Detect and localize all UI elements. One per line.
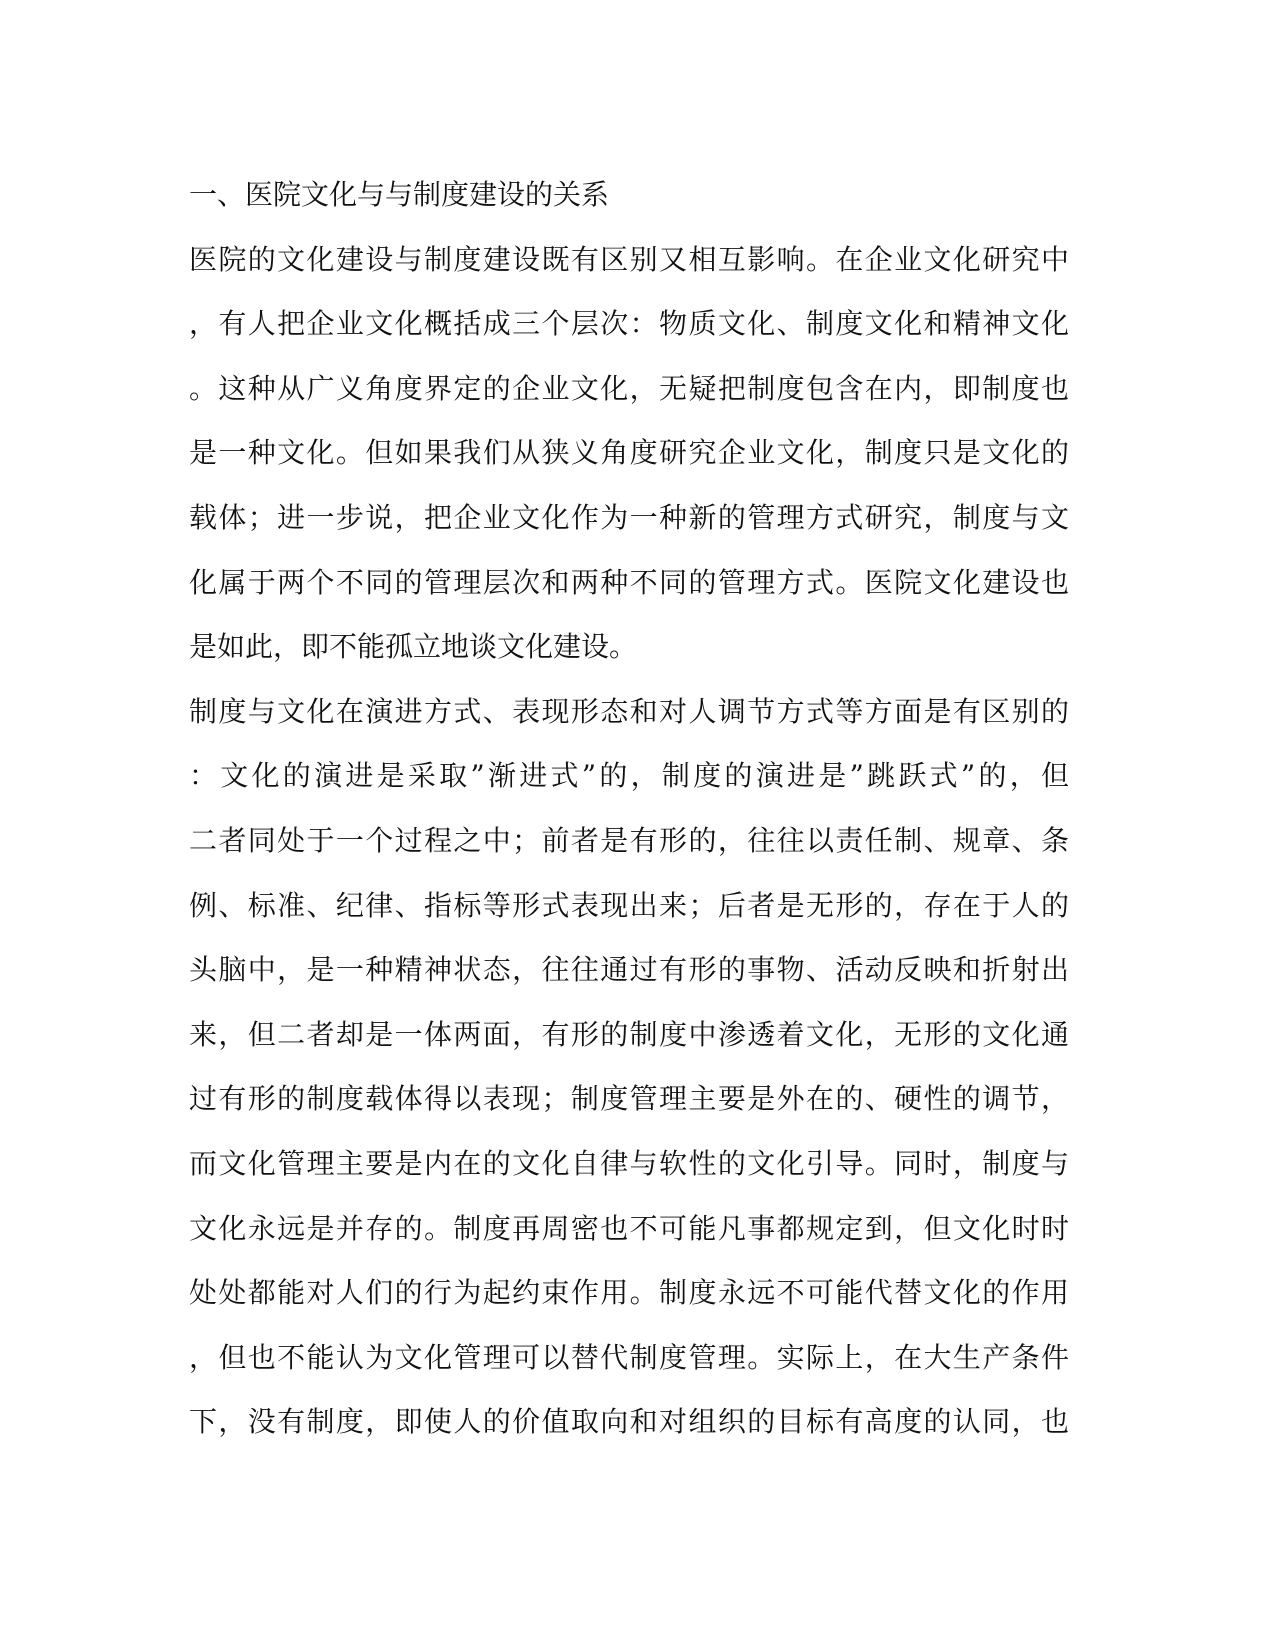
paragraph-line: 文化永远是并存的。制度再周密也不可能凡事都规定到，但文化时时 [189,1211,1069,1245]
paragraph-2 [189,680,1069,1455]
paragraph-line: 是一种文化。但如果我们从狭义角度研究企业文化，制度只是文化的 [189,436,1069,470]
paragraph-line: 化属于两个不同的管理层次和两种不同的管理方式。医院文化建设也 [189,565,1069,599]
paragraph-line: 例、标准、纪律、指标等形式表现出来；后者是无形的，存在于人的 [189,888,1069,922]
paragraph-line: 载体；进一步说，把企业文化作为一种新的管理方式研究，制度与文 [189,500,1069,534]
section-heading: 一、医院文化与与制度建设的关系 [189,178,610,211]
paragraph-line: 而文化管理主要是内在的文化自律与软性的文化引导。同时，制度与 [189,1146,1069,1180]
paragraph-line: 制度与文化在演进方式、表现形态和对人调节方式等方面是有区别的 [189,694,1069,728]
paragraph-line: 医院的文化建设与制度建设既有区别又相互影响。在企业文化研究中 [189,242,1069,276]
paragraph-line: ：文化的演进是采取”渐进式”的，制度的演进是”跳跃式”的，但 [189,759,1069,793]
document-body [189,163,1069,1455]
paragraph-line: 来，但二者却是一体两面，有形的制度中渗透着文化，无形的文化通 [189,1017,1069,1051]
paragraph-line: 是如此，即不能孤立地谈文化建设。 [189,630,638,664]
paragraph-line: ，但也不能认为文化管理可以替代制度管理。实际上，在大生产条件 [189,1340,1069,1374]
paragraph-line: 下，没有制度，即使人的价值取向和对组织的目标有高度的认同，也 [189,1405,1069,1439]
paragraph-1 [189,228,1069,680]
paragraph-line: ，有人把企业文化概括成三个层次：物质文化、制度文化和精神文化 [189,307,1069,341]
paragraph-line: 二者同处于一个过程之中；前者是有形的，往往以责任制、规章、条 [189,823,1069,857]
paragraph-line: 过有形的制度载体得以表现；制度管理主要是外在的、硬性的调节， [189,1082,1069,1116]
paragraph-line: 。这种从广义角度界定的企业文化，无疑把制度包含在内，即制度也 [189,371,1069,405]
paragraph-line: 头脑中，是一种精神状态，往往通过有形的事物、活动反映和折射出 [189,953,1069,987]
paragraph-line: 处处都能对人们的行为起约束作用。制度永远不可能代替文化的作用 [189,1276,1069,1310]
